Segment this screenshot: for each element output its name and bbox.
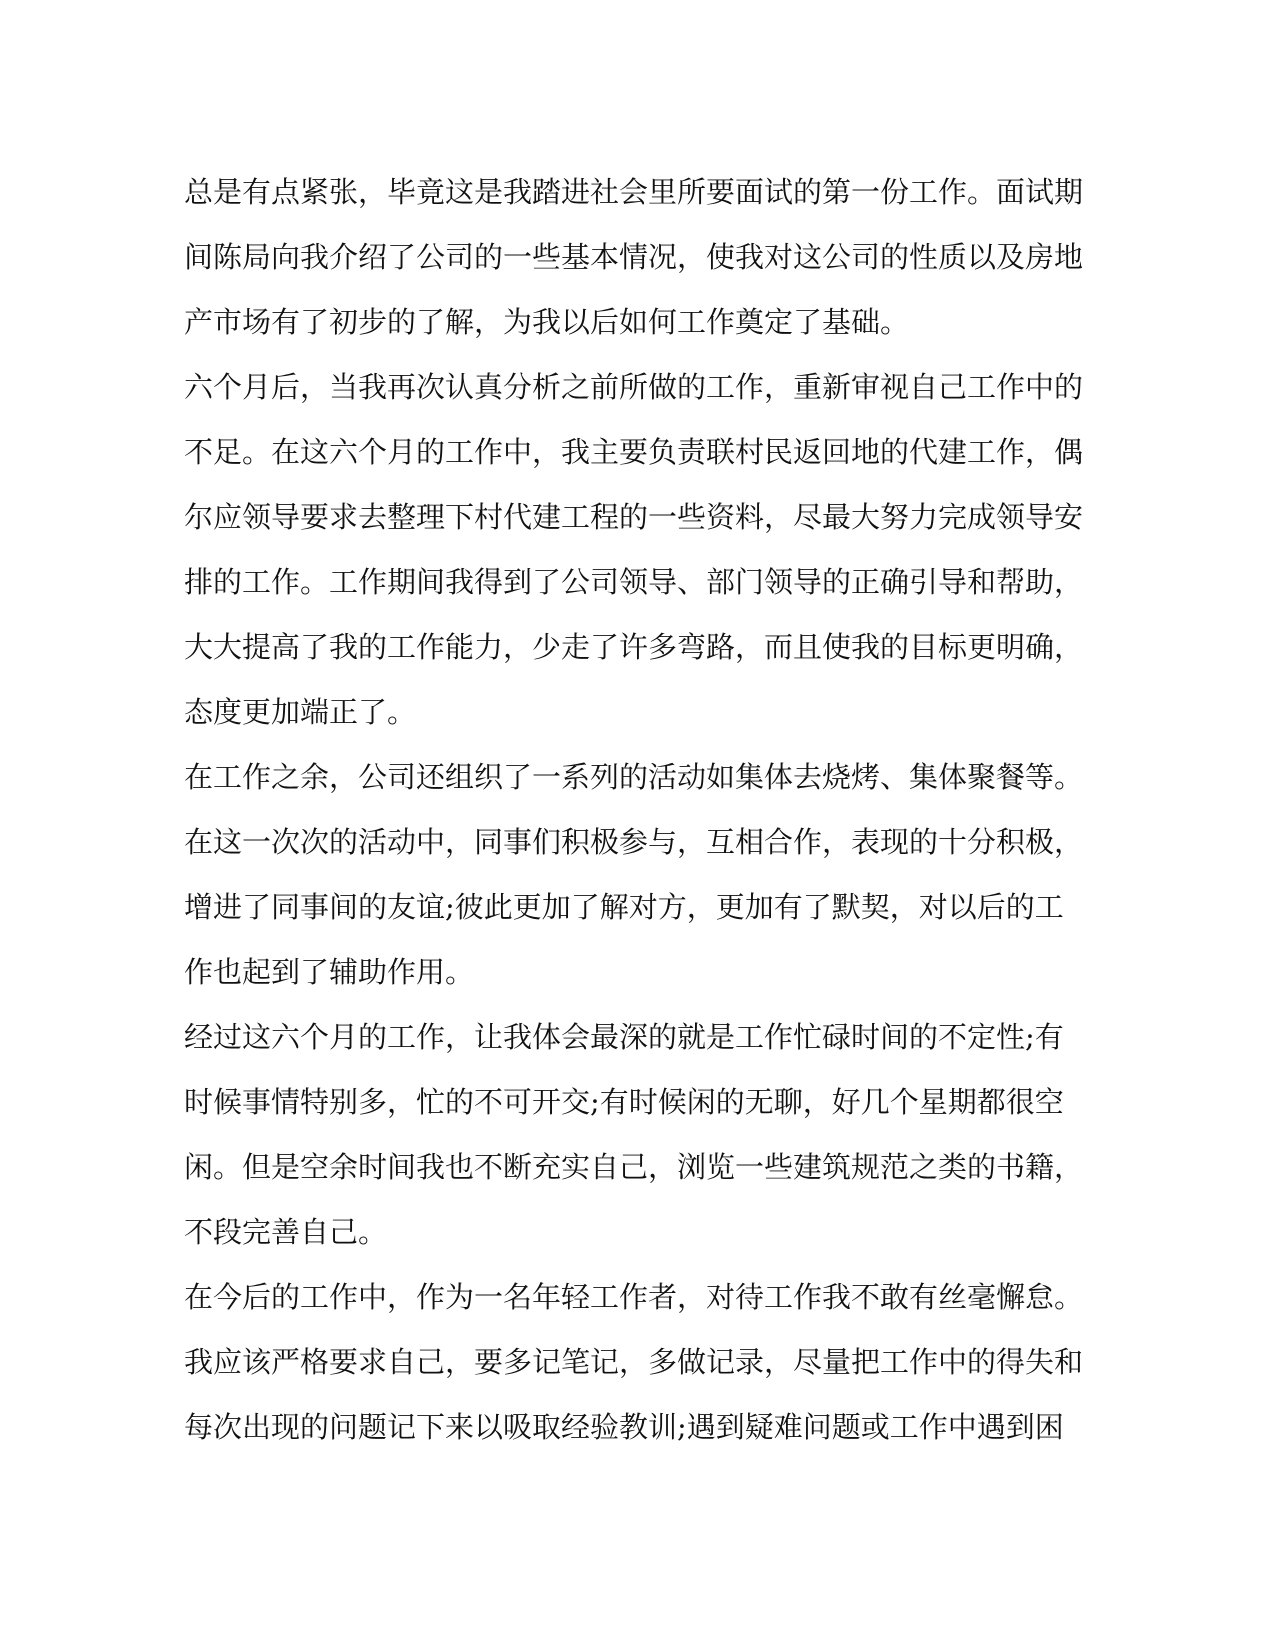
text-line: 在今后的工作中，作为一名年轻工作者，对待工作我不敢有丝毫懈怠。 <box>184 1280 1084 1314</box>
text-line: 作也起到了辅助作用。 <box>184 955 475 989</box>
text-line: 增进了同事间的友谊;彼此更加了解对方，更加有了默契，对以后的工 <box>184 890 1064 924</box>
text-line: 六个月后，当我再次认真分析之前所做的工作，重新审视自己工作中的 <box>184 370 1084 404</box>
text-line: 闲。但是空余时间我也不断充实自己，浏览一些建筑规范之类的书籍， <box>184 1150 1084 1184</box>
text-line: 不段完善自己。 <box>184 1215 388 1249</box>
text-line: 尔应领导要求去整理下村代建工程的一些资料，尽最大努力完成领导安 <box>184 500 1084 534</box>
text-line: 在这一次次的活动中，同事们积极参与，互相合作，表现的十分积极， <box>184 825 1084 859</box>
text-line: 不足。在这六个月的工作中，我主要负责联村民返回地的代建工作，偶 <box>184 435 1084 469</box>
text-line: 每次出现的问题记下来以吸取经验教训;遇到疑难问题或工作中遇到困 <box>184 1410 1064 1444</box>
text-line: 时候事情特别多，忙的不可开交;有时候闲的无聊，好几个星期都很空 <box>184 1085 1064 1119</box>
text-line: 态度更加端正了。 <box>184 695 417 729</box>
text-line: 间陈局向我介绍了公司的一些基本情况，使我对这公司的性质以及房地 <box>184 240 1084 274</box>
text-line: 我应该严格要求自己，要多记笔记，多做记录，尽量把工作中的得失和 <box>184 1345 1084 1379</box>
text-line: 经过这六个月的工作，让我体会最深的就是工作忙碌时间的不定性;有 <box>184 1020 1064 1054</box>
text-line: 在工作之余，公司还组织了一系列的活动如集体去烧烤、集体聚餐等。 <box>184 760 1084 794</box>
text-line: 总是有点紧张，毕竟这是我踏进社会里所要面试的第一份工作。面试期 <box>184 175 1084 209</box>
text-line: 产市场有了初步的了解，为我以后如何工作奠定了基础。 <box>184 305 910 339</box>
text-line: 排的工作。工作期间我得到了公司领导、部门领导的正确引导和帮助， <box>184 565 1084 599</box>
text-line: 大大提高了我的工作能力，少走了许多弯路，而且使我的目标更明确， <box>184 630 1084 664</box>
document-body <box>184 160 1094 1460</box>
